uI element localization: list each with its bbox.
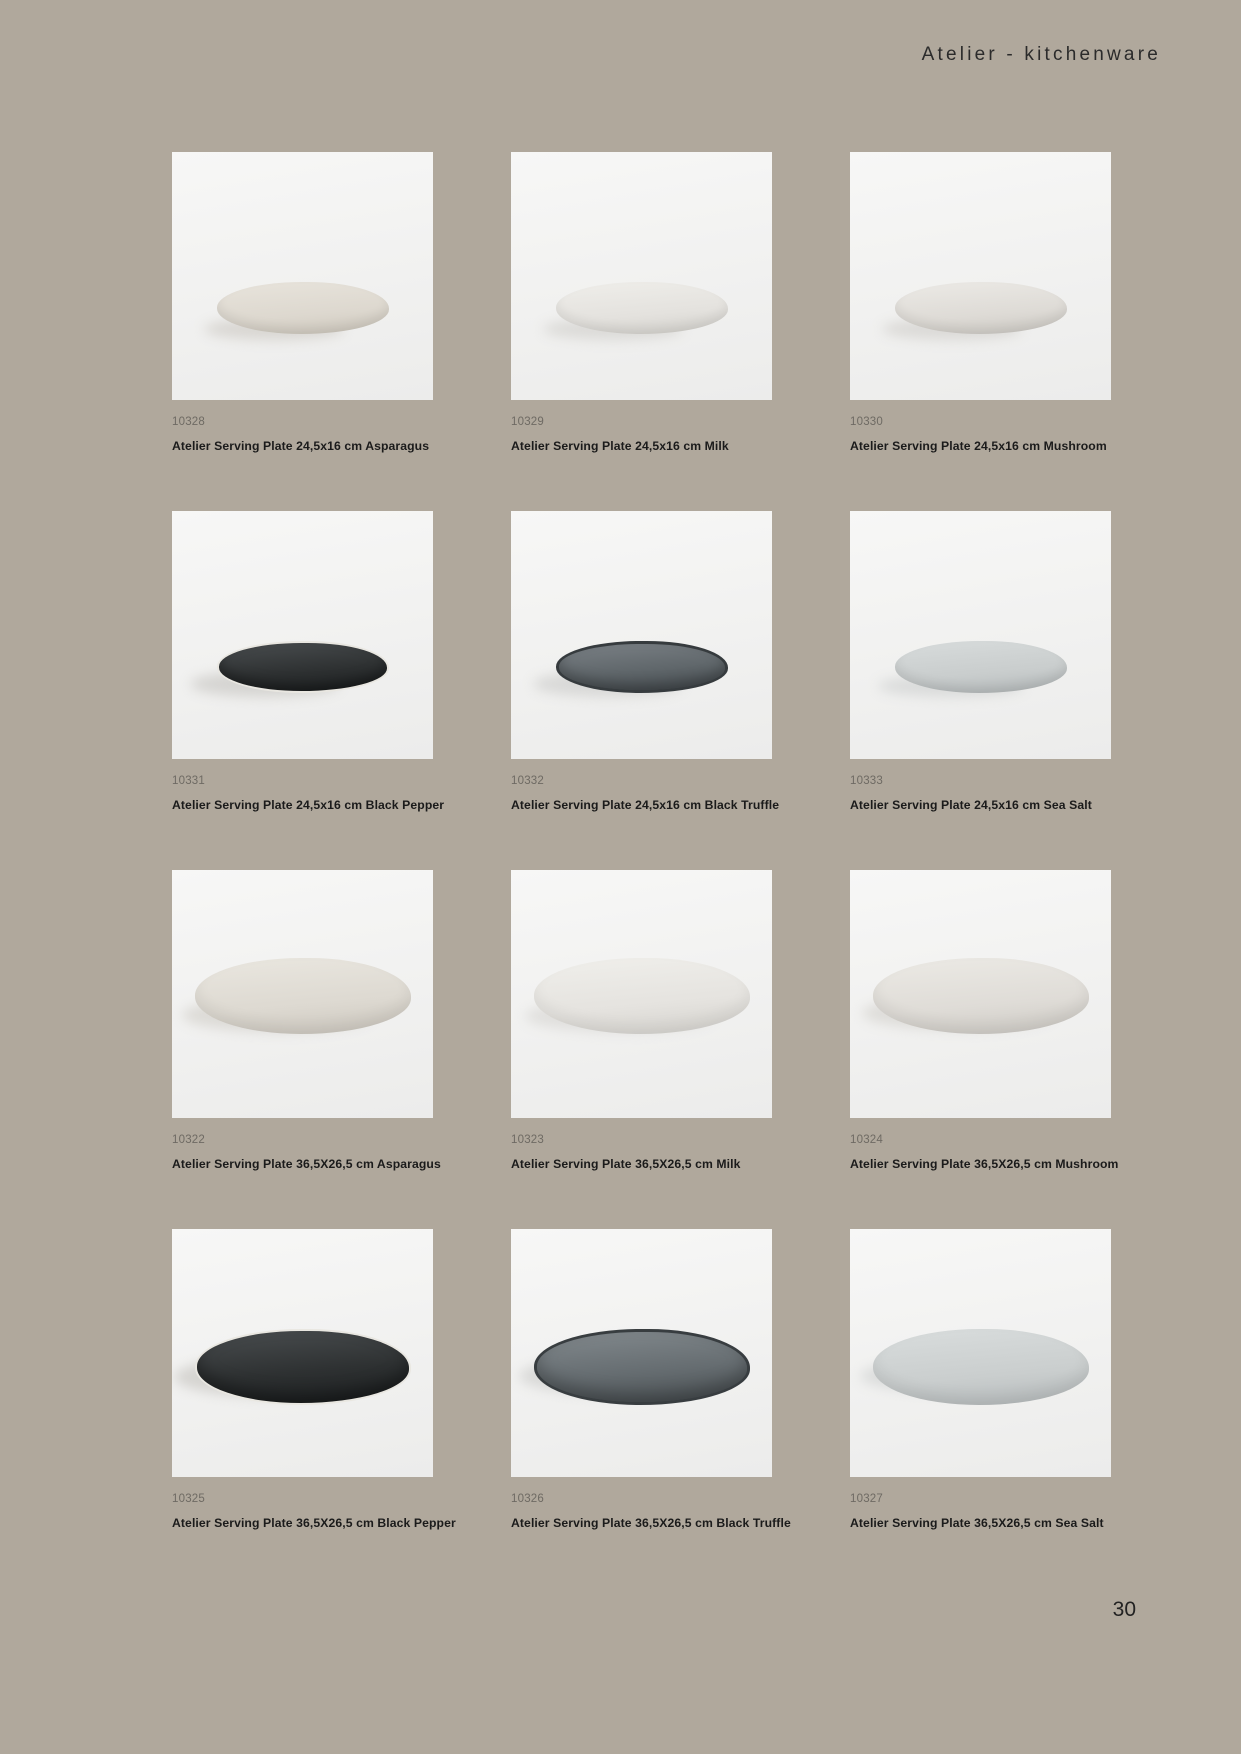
product-photo bbox=[511, 1229, 772, 1477]
plate-illustration bbox=[556, 282, 728, 334]
product-code: 10326 bbox=[511, 1493, 544, 1505]
product-card[interactable] bbox=[511, 870, 772, 1171]
product-code: 10328 bbox=[172, 416, 205, 428]
product-row bbox=[172, 511, 1112, 812]
product-name: Atelier Serving Plate 24,5x16 cm Sea Salt bbox=[850, 798, 1092, 812]
product-name: Atelier Serving Plate 36,5X26,5 cm Black Truffle bbox=[511, 1516, 791, 1530]
product-card[interactable] bbox=[511, 511, 780, 812]
product-code: 10327 bbox=[850, 1493, 883, 1505]
plate-illustration bbox=[195, 1329, 411, 1405]
product-code: 10331 bbox=[172, 775, 205, 787]
plate-illustration bbox=[895, 641, 1067, 693]
plate-illustration bbox=[873, 958, 1089, 1034]
product-photo bbox=[172, 152, 433, 400]
plate-illustration bbox=[873, 1329, 1089, 1405]
product-photo bbox=[511, 870, 772, 1118]
plate-illustration bbox=[556, 641, 728, 693]
plate-illustration bbox=[534, 958, 750, 1034]
product-photo bbox=[850, 152, 1111, 400]
product-card[interactable] bbox=[172, 152, 433, 453]
product-card[interactable] bbox=[850, 152, 1111, 453]
product-code: 10322 bbox=[172, 1134, 205, 1146]
product-photo bbox=[850, 511, 1111, 759]
product-name: Atelier Serving Plate 24,5x16 cm Black Pepper bbox=[172, 798, 445, 812]
product-card[interactable] bbox=[850, 511, 1111, 812]
product-name: Atelier Serving Plate 36,5X26,5 cm Milk bbox=[511, 1157, 741, 1171]
plate-illustration bbox=[217, 641, 389, 693]
product-photo bbox=[850, 870, 1111, 1118]
product-card[interactable] bbox=[172, 511, 445, 812]
product-name: Atelier Serving Plate 24,5x16 cm Milk bbox=[511, 439, 729, 453]
product-code: 10333 bbox=[850, 775, 883, 787]
product-grid bbox=[172, 152, 1119, 1588]
product-card[interactable] bbox=[511, 1229, 791, 1530]
plate-illustration bbox=[895, 282, 1067, 334]
product-code: 10330 bbox=[850, 416, 883, 428]
product-row bbox=[172, 1229, 1112, 1530]
product-photo bbox=[511, 152, 772, 400]
product-card[interactable] bbox=[850, 870, 1119, 1171]
product-card[interactable] bbox=[850, 1229, 1111, 1530]
product-name: Atelier Serving Plate 36,5X26,5 cm Black Pepper bbox=[172, 1516, 456, 1530]
product-photo bbox=[850, 1229, 1111, 1477]
product-row bbox=[172, 152, 1112, 453]
product-code: 10325 bbox=[172, 1493, 205, 1505]
product-card[interactable] bbox=[172, 1229, 456, 1530]
product-name: Atelier Serving Plate 36,5X26,5 cm Mushroom bbox=[850, 1157, 1119, 1171]
product-code: 10323 bbox=[511, 1134, 544, 1146]
product-photo bbox=[172, 511, 433, 759]
product-name: Atelier Serving Plate 24,5x16 cm Mushroom bbox=[850, 439, 1107, 453]
product-photo bbox=[172, 870, 433, 1118]
plate-illustration bbox=[534, 1329, 750, 1405]
product-card[interactable] bbox=[511, 152, 772, 453]
plate-illustration bbox=[217, 282, 389, 334]
page-title: Atelier - kitchenware bbox=[921, 44, 1161, 65]
product-name: Atelier Serving Plate 24,5x16 cm Asparagus bbox=[172, 439, 430, 453]
plate-illustration bbox=[195, 958, 411, 1034]
product-name: Atelier Serving Plate 24,5x16 cm Black Truffle bbox=[511, 798, 780, 812]
product-code: 10332 bbox=[511, 775, 544, 787]
product-name: Atelier Serving Plate 36,5X26,5 cm Asparagus bbox=[172, 1157, 441, 1171]
page-number: 30 bbox=[1112, 1598, 1136, 1621]
product-photo bbox=[172, 1229, 433, 1477]
product-code: 10324 bbox=[850, 1134, 883, 1146]
product-row bbox=[172, 870, 1119, 1171]
product-card[interactable] bbox=[172, 870, 441, 1171]
product-name: Atelier Serving Plate 36,5X26,5 cm Sea Salt bbox=[850, 1516, 1104, 1530]
product-code: 10329 bbox=[511, 416, 544, 428]
product-photo bbox=[511, 511, 772, 759]
